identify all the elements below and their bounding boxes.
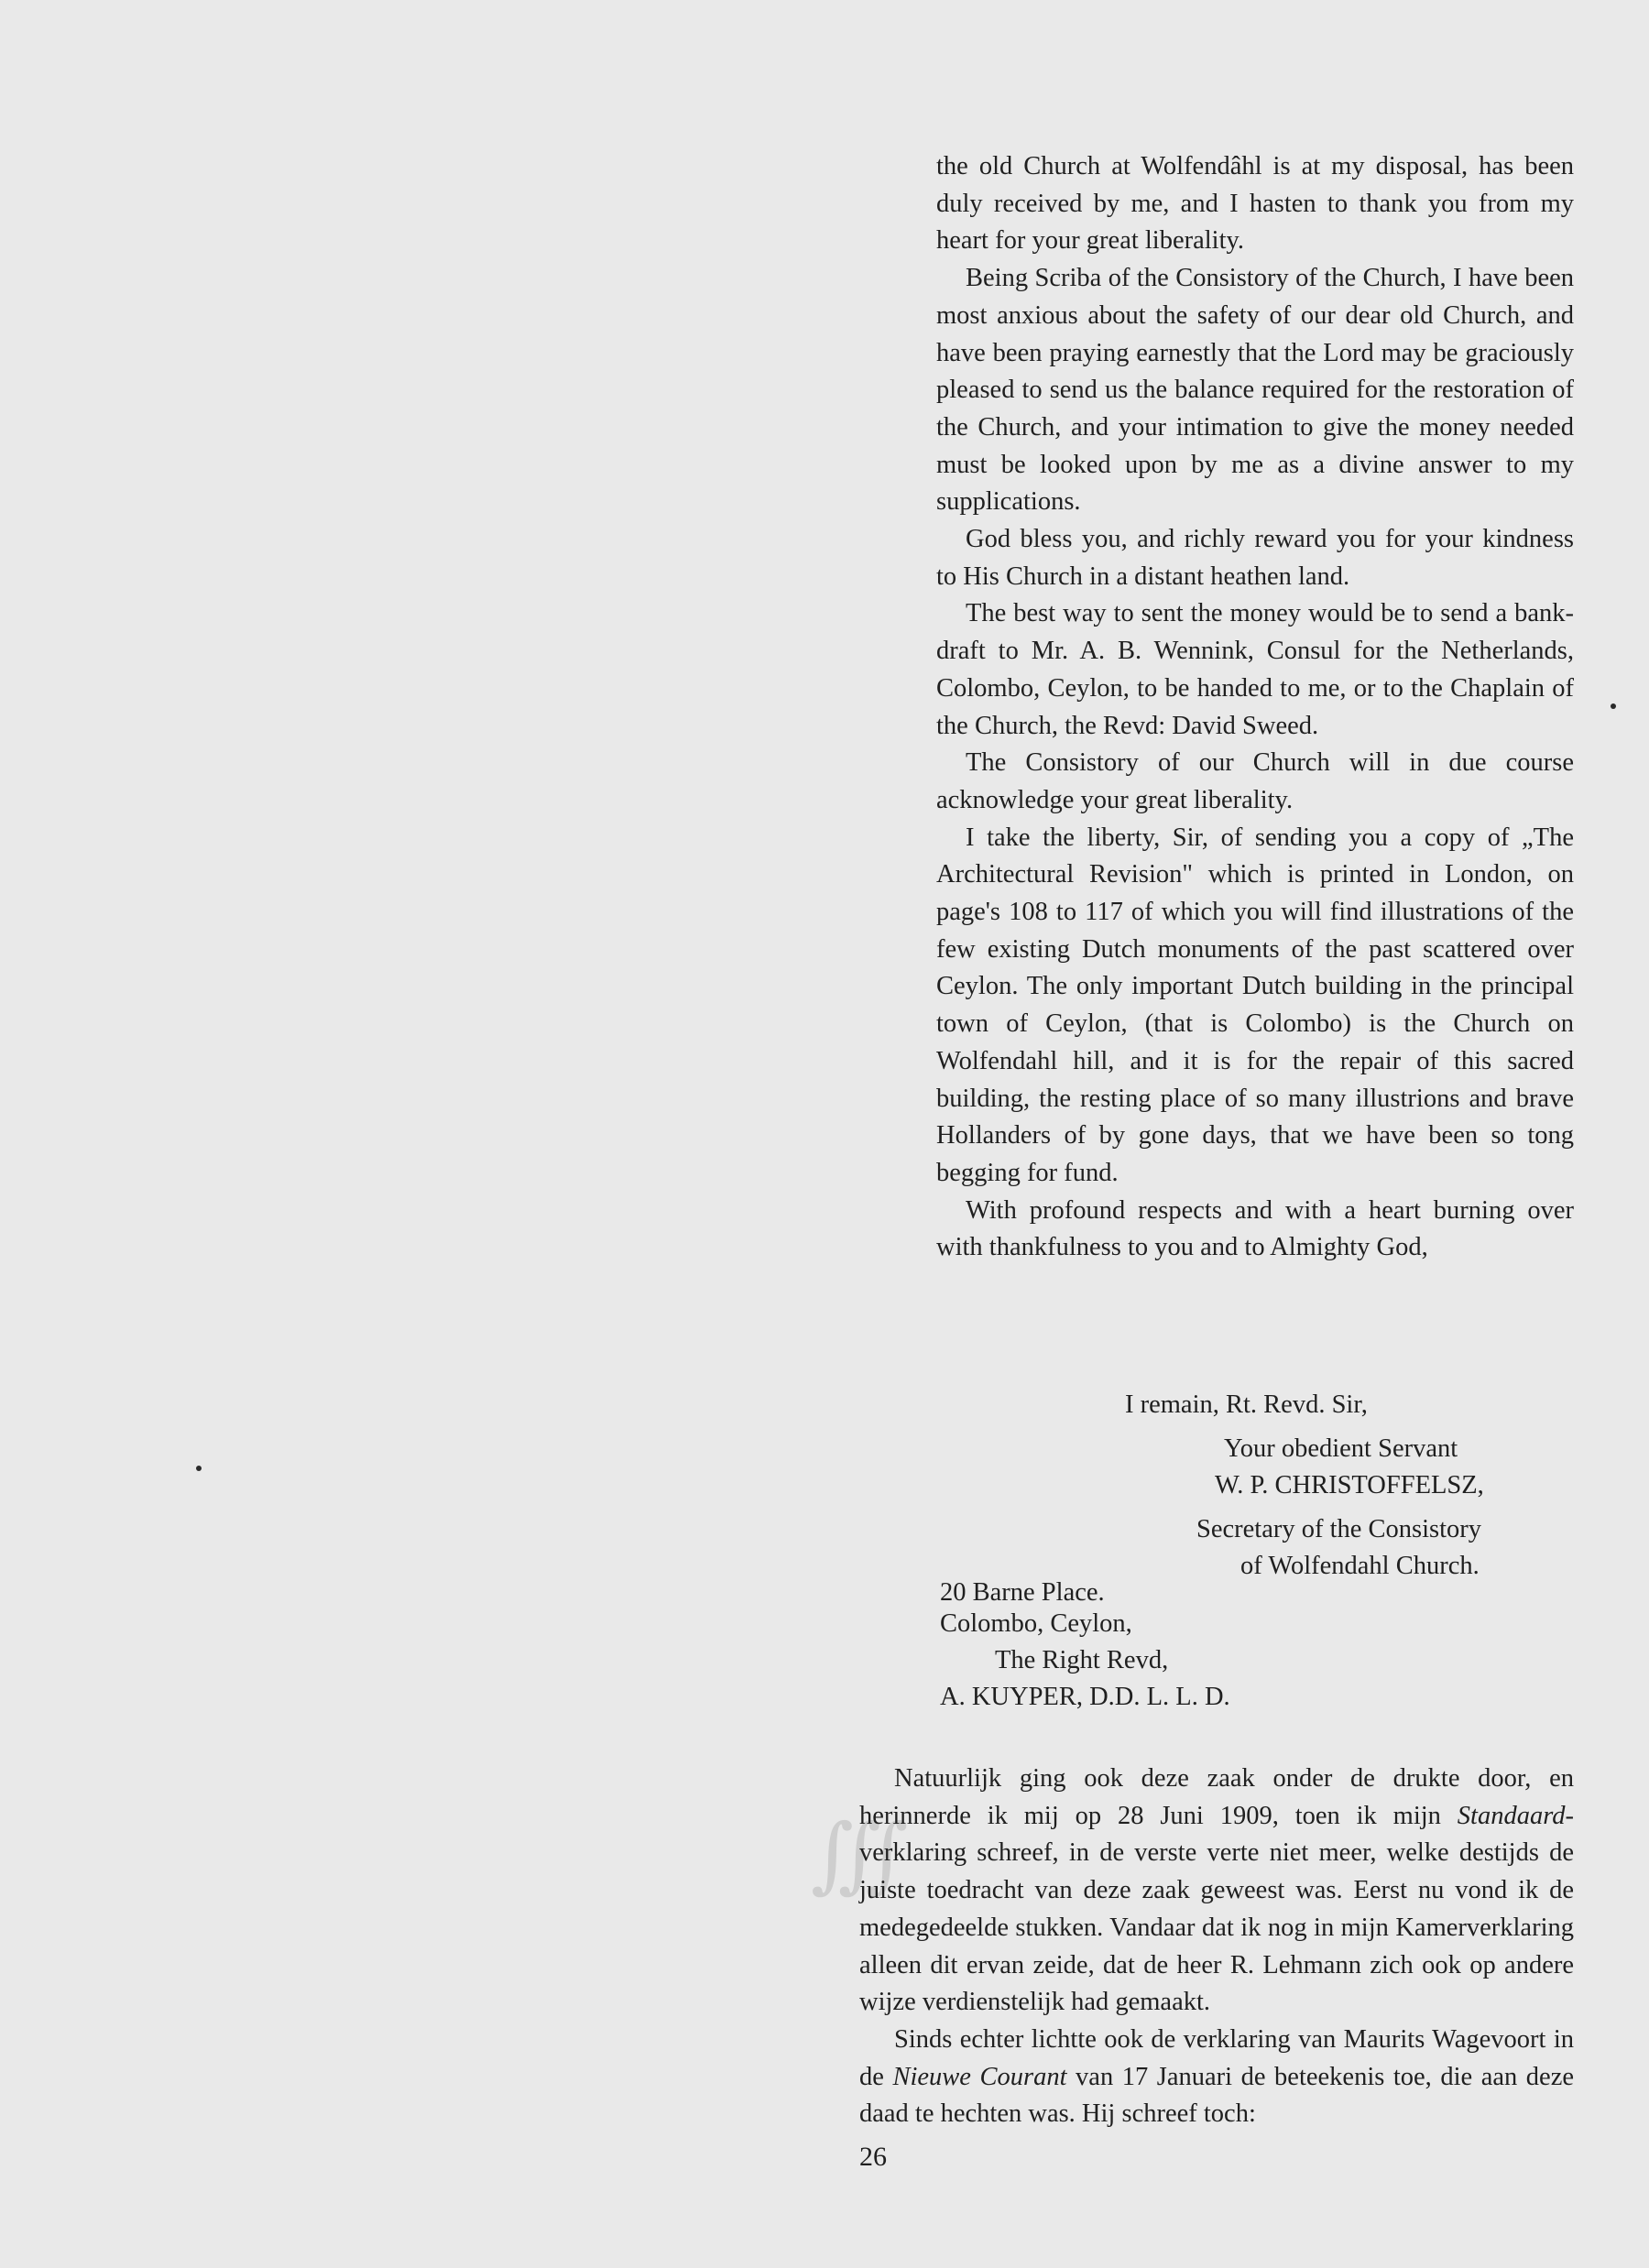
letter-paragraph: Being Scriba of the Consistory of the Church, I have been most anxious about the safety of our dear old Church, and have been praying earnestly that the Lord may be graciously pleased to send us the balance required for the restoration of the Church, and your intimation to give the money needed must be looked upon by me as a divine answer to my supplications. — [936, 264, 1574, 517]
signer-name: W. P. CHRISTOFFELSZ, — [1215, 1471, 1484, 1499]
letter-body — [936, 148, 1574, 1267]
dutch-emphasis: Standaard — [1457, 1801, 1566, 1830]
dutch-text: Sinds echter lichtte ook de verklaring van Maurits Wagevoort in de — [859, 2024, 1574, 2091]
letter-paragraph: I take the liberty, Sir, of sending you a copy of „The Architectural Revision" which is printed in London, on page's 108 to 117 of which you will find illustrations of the few existing Dutch monuments of the past scattered over Ceylon. The only important Dutch building in the principal town of Ceylon, (that is Colombo) is the Church on Wolfendahl hill, and it is for the repair of this sacred building, the resting place of so many illustrions and brave Hollanders of by gone days, that we have been so tong begging for fund. — [936, 823, 1574, 1187]
dutch-paragraph — [859, 2022, 1574, 2133]
dutch-text: -verklaring schreef, in de verste verte niet meer, welke destijds de juiste toedracht van deze zaak geweest was. Eerst nu vond ik de medegedeelde stukken. Vandaar dat ik nog in mijn Kamerverklaring alleen dit ervan zeide, dat de heer R. Lehmann zich ook op andere wijze verdienstelijk had gemaakt. — [859, 1801, 1574, 2017]
recipient-salutation: The Right Revd, — [995, 1646, 1169, 1674]
page-number: 26 — [859, 2142, 887, 2172]
closing-obedient: Your obedient Servant — [1224, 1434, 1458, 1463]
speck-mark — [196, 1466, 202, 1471]
signer-organization: of Wolfendahl Church. — [1240, 1552, 1480, 1580]
letter-paragraph: the old Church at Wolfendâhl is at my disposal, has been duly received by me, and I hasten to thank you from my heart for your great liberality. — [936, 152, 1574, 256]
dutch-body — [859, 1761, 1574, 2133]
dutch-text: van 17 Januari de beteekenis toe, die aan deze daad te hechten was. Hij schreef toch: — [859, 2062, 1574, 2129]
letter-paragraph: The best way to sent the money would be to send a bank-draft to Mr. A. B. Wennink, Consul for the Netherlands, Colombo, Ceylon, to be handed to me, or to the Chaplain of the Church, the Revd: David Sweed. — [936, 599, 1574, 740]
address-street: 20 Barne Place. — [940, 1578, 1105, 1607]
dutch-emphasis: Nieuwe Courant — [892, 2062, 1067, 2091]
dutch-text: Natuurlijk ging ook deze zaak onder de drukte door, en herinnerde ik mij op 28 Juni 1909, toen ik mijn — [859, 1764, 1574, 1830]
address-city: Colombo, Ceylon, — [940, 1609, 1132, 1638]
letter-paragraph: God bless you, and richly reward you for your kindness to His Church in a distant heathen land. — [936, 525, 1574, 591]
letter-paragraph: With profound respects and with a heart burning over with thankfulness to you and to Almighty God, — [936, 1195, 1574, 1262]
recipient-name: A. KUYPER, D.D. L. L. D. — [940, 1683, 1230, 1711]
address-block — [940, 1577, 1230, 1713]
signer-title: Secretary of the Consistory — [1196, 1515, 1482, 1543]
dutch-paragraph — [859, 1761, 1574, 2022]
speck-mark — [1611, 703, 1616, 709]
closing-remain: I remain, Rt. Revd. Sir, — [1125, 1390, 1368, 1419]
margin-pencil-mark: ∭ — [811, 1806, 909, 1903]
letter-paragraph: The Consistory of our Church will in due course acknowledge your great liberality. — [936, 748, 1574, 814]
